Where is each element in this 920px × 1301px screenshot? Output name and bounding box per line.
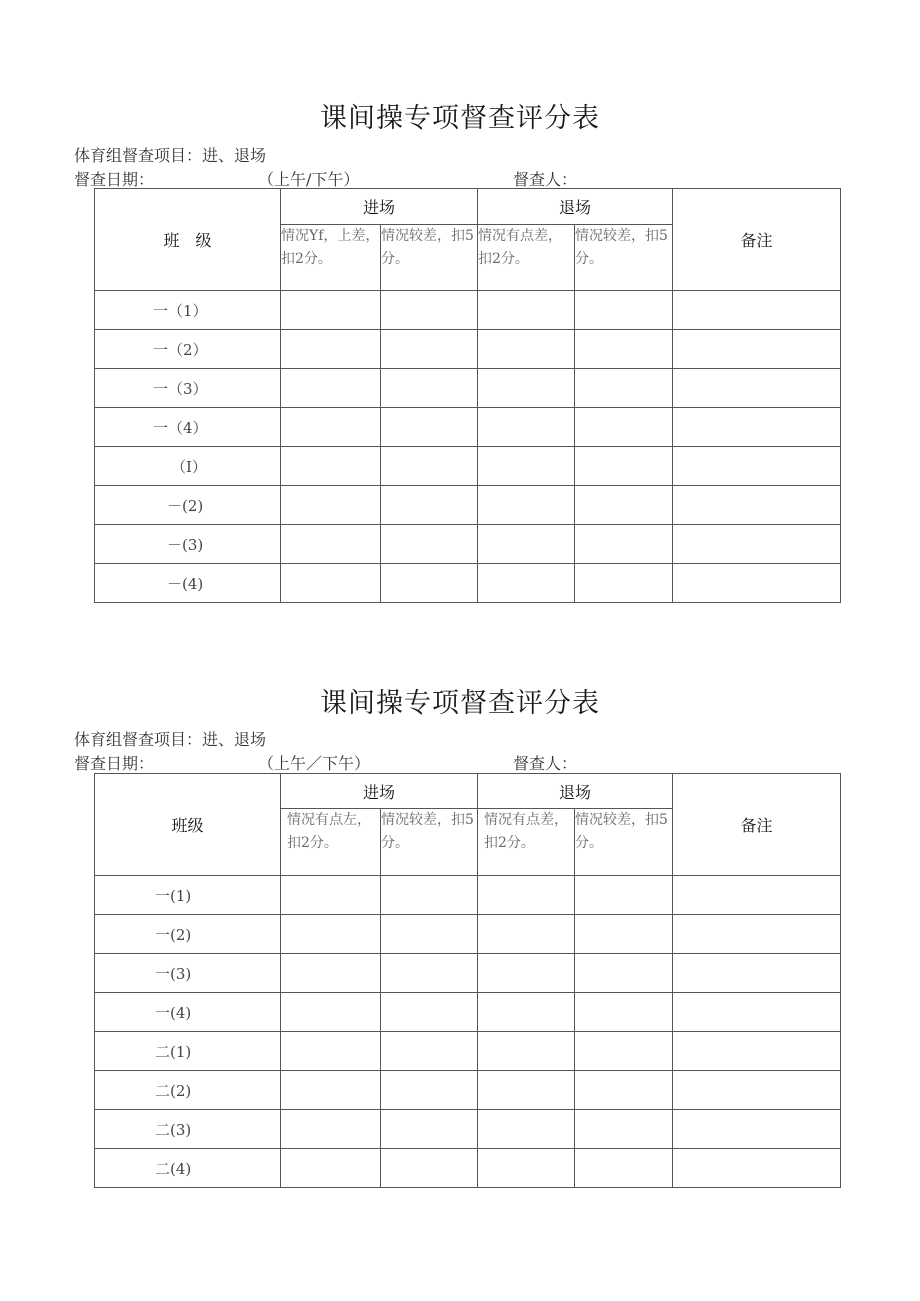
score-cell[interactable] xyxy=(575,1110,673,1149)
score-cell[interactable] xyxy=(281,486,381,525)
criteria-enter-minor: 情况有点左，扣2分。 xyxy=(281,809,381,876)
table-row xyxy=(95,447,841,486)
score-cell[interactable] xyxy=(478,291,575,330)
date-label: 督查日期： xyxy=(74,754,155,773)
score-cell[interactable] xyxy=(575,564,673,603)
header-enter: 进场 xyxy=(281,774,478,809)
score-cell[interactable] xyxy=(281,291,381,330)
class-label: 一(1) xyxy=(95,876,281,915)
class-label: －(4) xyxy=(95,564,281,603)
inspector-label: 督查人： xyxy=(513,754,578,773)
score-cell[interactable] xyxy=(381,369,478,408)
score-cell[interactable] xyxy=(478,486,575,525)
score-cell[interactable] xyxy=(478,525,575,564)
remark-cell[interactable] xyxy=(673,1032,841,1071)
criteria-exit-minor: 情况有点差，扣2分。 xyxy=(478,225,575,291)
score-cell[interactable] xyxy=(575,1032,673,1071)
criteria-enter-minor: 情况Yf，上差，扣2分。 xyxy=(281,225,381,291)
score-cell[interactable] xyxy=(575,447,673,486)
score-cell[interactable] xyxy=(281,369,381,408)
score-cell[interactable] xyxy=(381,330,478,369)
table-row xyxy=(95,876,841,915)
score-cell[interactable] xyxy=(478,954,575,993)
score-cell[interactable] xyxy=(478,993,575,1032)
score-cell[interactable] xyxy=(478,915,575,954)
score-cell[interactable] xyxy=(281,1071,381,1110)
header-exit: 退场 xyxy=(478,189,673,225)
form-title: 课间操专项督查评分表 xyxy=(320,103,600,134)
table-row xyxy=(95,291,841,330)
class-label: 一（4） xyxy=(95,408,281,447)
score-cell[interactable] xyxy=(575,1071,673,1110)
score-cell[interactable] xyxy=(281,525,381,564)
table-row xyxy=(95,486,841,525)
score-cell[interactable] xyxy=(381,291,478,330)
score-cell[interactable] xyxy=(575,1149,673,1188)
criteria-exit-minor: 情况有点差，扣2分。 xyxy=(478,809,575,876)
remark-cell[interactable] xyxy=(673,915,841,954)
class-label: 二(2) xyxy=(95,1071,281,1110)
table-row xyxy=(95,954,841,993)
table-row xyxy=(95,369,841,408)
remark-cell[interactable] xyxy=(673,369,841,408)
class-label: 一（2） xyxy=(95,330,281,369)
remark-cell[interactable] xyxy=(673,330,841,369)
score-cell[interactable] xyxy=(381,525,478,564)
score-cell[interactable] xyxy=(478,369,575,408)
remark-cell[interactable] xyxy=(673,1110,841,1149)
remark-cell[interactable] xyxy=(673,954,841,993)
project-line: 体育组督查项目：进、退场 xyxy=(74,730,267,749)
score-cell[interactable] xyxy=(478,330,575,369)
score-cell[interactable] xyxy=(281,1110,381,1149)
score-cell[interactable] xyxy=(575,369,673,408)
score-cell[interactable] xyxy=(575,408,673,447)
table-row xyxy=(95,330,841,369)
class-label: －(3) xyxy=(95,525,281,564)
score-cell[interactable] xyxy=(281,1032,381,1071)
score-cell[interactable] xyxy=(381,1071,478,1110)
score-cell[interactable] xyxy=(281,408,381,447)
remark-cell[interactable] xyxy=(673,291,841,330)
score-cell[interactable] xyxy=(478,876,575,915)
inspector-label: 督查人： xyxy=(513,170,578,189)
score-cell[interactable] xyxy=(381,564,478,603)
class-label: 一(4) xyxy=(95,993,281,1032)
score-cell[interactable] xyxy=(281,1149,381,1188)
table-row xyxy=(95,564,841,603)
table-row xyxy=(95,993,841,1032)
score-table xyxy=(94,188,841,603)
score-cell[interactable] xyxy=(478,1032,575,1071)
remark-cell[interactable] xyxy=(673,1149,841,1188)
score-cell[interactable] xyxy=(281,993,381,1032)
score-table xyxy=(94,773,841,1188)
header-remark: 备注 xyxy=(673,774,841,876)
remark-cell[interactable] xyxy=(673,1071,841,1110)
score-cell[interactable] xyxy=(381,915,478,954)
score-cell[interactable] xyxy=(381,447,478,486)
criteria-exit-major: 情况较差，扣5分。 xyxy=(575,225,673,291)
class-label: 一（1） xyxy=(95,291,281,330)
class-label: 二(4) xyxy=(95,1149,281,1188)
remark-cell[interactable] xyxy=(673,876,841,915)
score-cell[interactable] xyxy=(281,876,381,915)
class-label: （I） xyxy=(95,447,281,486)
class-label: 二(1) xyxy=(95,1032,281,1071)
score-cell[interactable] xyxy=(381,1149,478,1188)
criteria-exit-major: 情况较差，扣5分。 xyxy=(575,809,673,876)
score-cell[interactable] xyxy=(381,876,478,915)
header-class: 班级 xyxy=(95,774,281,876)
table-row xyxy=(95,408,841,447)
table-row xyxy=(95,525,841,564)
period-label: （上午/下午） xyxy=(258,170,360,189)
header-remark: 备注 xyxy=(673,189,841,291)
period-label: （上午／下午） xyxy=(258,754,371,773)
score-cell[interactable] xyxy=(281,564,381,603)
table-row xyxy=(95,915,841,954)
score-cell[interactable] xyxy=(381,1110,478,1149)
table-row xyxy=(95,1149,841,1188)
remark-cell[interactable] xyxy=(673,525,841,564)
score-cell[interactable] xyxy=(478,1149,575,1188)
score-cell[interactable] xyxy=(575,954,673,993)
class-label: 一（3） xyxy=(95,369,281,408)
form-title: 课间操专项督查评分表 xyxy=(320,688,600,719)
remark-cell[interactable] xyxy=(673,408,841,447)
score-cell[interactable] xyxy=(381,954,478,993)
remark-cell[interactable] xyxy=(673,564,841,603)
score-cell[interactable] xyxy=(575,486,673,525)
header-enter: 进场 xyxy=(281,189,478,225)
score-cell[interactable] xyxy=(281,330,381,369)
score-cell[interactable] xyxy=(478,564,575,603)
table-row xyxy=(95,1110,841,1149)
score-cell[interactable] xyxy=(381,1032,478,1071)
remark-cell[interactable] xyxy=(673,993,841,1032)
score-cell[interactable] xyxy=(381,993,478,1032)
class-label: 一(3) xyxy=(95,954,281,993)
class-label: 一(2) xyxy=(95,915,281,954)
class-label: －(2) xyxy=(95,486,281,525)
score-cell[interactable] xyxy=(575,876,673,915)
date-label: 督查日期： xyxy=(74,170,155,189)
score-cell[interactable] xyxy=(575,915,673,954)
header-class: 班 级 xyxy=(95,189,281,291)
criteria-enter-major: 情况较差，扣5分。 xyxy=(381,809,478,876)
class-label: 二(3) xyxy=(95,1110,281,1149)
score-cell[interactable] xyxy=(281,915,381,954)
score-cell[interactable] xyxy=(575,993,673,1032)
project-line: 体育组督查项目：进、退场 xyxy=(74,146,267,165)
criteria-enter-major: 情况较差，扣5分。 xyxy=(381,225,478,291)
score-cell[interactable] xyxy=(478,1071,575,1110)
score-cell[interactable] xyxy=(575,291,673,330)
header-exit: 退场 xyxy=(478,774,673,809)
score-cell[interactable] xyxy=(575,330,673,369)
remark-cell[interactable] xyxy=(673,447,841,486)
score-cell[interactable] xyxy=(478,1110,575,1149)
score-cell[interactable] xyxy=(281,447,381,486)
table-row xyxy=(95,1071,841,1110)
score-cell[interactable] xyxy=(281,954,381,993)
remark-cell[interactable] xyxy=(673,486,841,525)
score-cell[interactable] xyxy=(575,525,673,564)
score-cell[interactable] xyxy=(381,486,478,525)
table-row xyxy=(95,1032,841,1071)
score-cell[interactable] xyxy=(478,447,575,486)
score-cell[interactable] xyxy=(478,408,575,447)
score-cell[interactable] xyxy=(381,408,478,447)
